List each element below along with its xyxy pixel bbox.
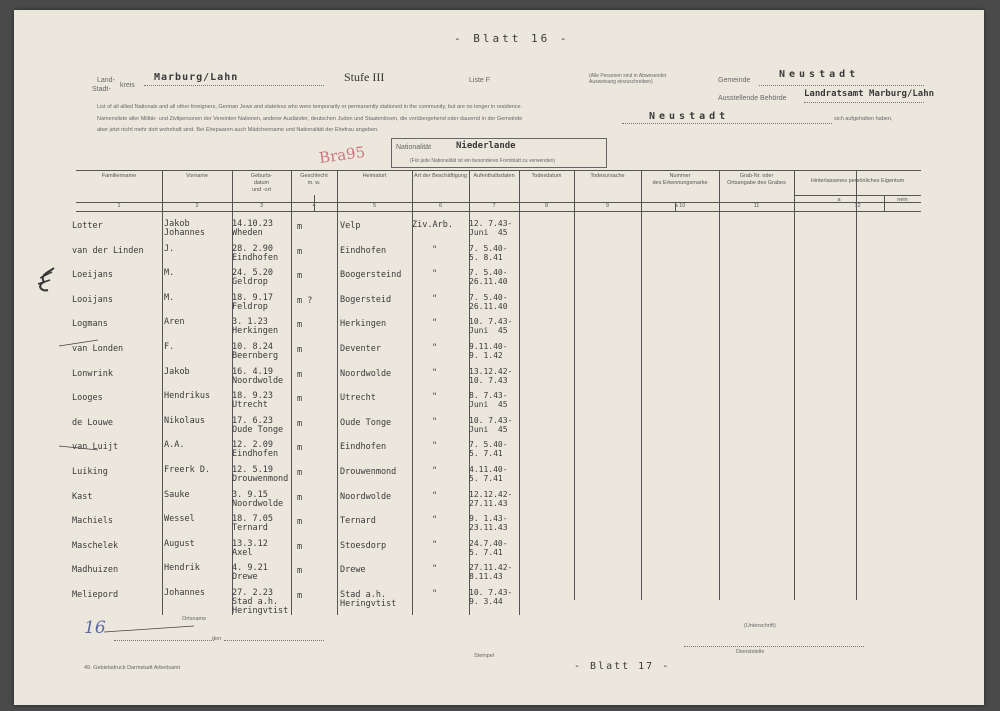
row-10-job: ": [432, 441, 438, 452]
row-3-home: Boogersteind: [340, 270, 402, 281]
row-10-sex: m: [297, 443, 303, 454]
landkreis-value: Marburg/Lahn: [154, 72, 239, 83]
column-number-10: a 10: [674, 203, 686, 209]
row-3-job: ": [432, 269, 438, 280]
row-16-birth: 27. 2.23 Stad a.h. Heringvtist: [232, 588, 289, 616]
row-2-family-name: van der Linden: [72, 245, 144, 256]
row-10-home: Eindhofen: [340, 442, 387, 453]
row-13-home: Ternard: [340, 516, 376, 527]
column-number-5: 5: [372, 203, 377, 209]
dienststelle-label: Dienststelle: [736, 649, 765, 655]
column-header-3: Geburts- datum und -ort: [250, 173, 273, 193]
row-2-stay: 7. 5.40- 5. 8.41: [469, 243, 508, 262]
row-12-stay: 12.12.42- 27.11.43: [469, 489, 513, 508]
row-11-sex: m: [297, 468, 303, 478]
row-7-sex: m: [297, 369, 303, 380]
row-5-job: ": [432, 318, 438, 329]
row-1-birth: 14.10.23 Wheden: [232, 219, 273, 238]
row-14-family-name: Maschelek: [72, 540, 119, 551]
row-7-job: ": [432, 367, 438, 378]
row-5-stay: 10. 7.43- Juni 45: [469, 317, 513, 336]
row-9-birth: 17. 6.23 Oude Tonge: [232, 415, 284, 435]
row-11-home: Drouwenmond: [340, 467, 397, 477]
row-5-first-name: Aren: [164, 317, 185, 328]
column-number-11: 11: [753, 203, 760, 209]
row-8-first-name: Hendrikus: [164, 391, 211, 402]
nationality-label: Nationalität: [396, 144, 432, 151]
row-1-home: Velp: [340, 221, 361, 231]
handwritten-stamp: Bra95: [317, 142, 367, 168]
unterschrift-label: (Unterschrift): [744, 623, 776, 629]
column-header-10: Nummer des Erkennungsmarke: [652, 173, 708, 186]
intro-line-1: List of all allied Nationals and all other foreigners, German Jews and stateless who were temporarily or permanently stationed in the community, but are no longer in residence.: [97, 104, 523, 110]
row-5-birth: 3. 1.23 Herkingen: [232, 317, 279, 337]
row-16-first-name: Johannes: [164, 588, 205, 598]
row-14-home: Stoesdorp: [340, 540, 387, 551]
ortsname-label: Ortsname: [182, 616, 207, 622]
document-sheet: [14, 10, 984, 705]
column-number-8: 8: [544, 203, 549, 209]
intro-line-2-end: sich aufgehalten haben,: [834, 116, 893, 122]
row-9-job: ": [432, 416, 438, 427]
row-16-sex: m: [297, 591, 303, 601]
column-number-6: 6: [438, 203, 443, 209]
row-13-sex: m: [297, 517, 303, 528]
intro-gemeinde-value: Neustadt: [649, 111, 730, 122]
row-12-sex: m: [297, 492, 303, 503]
row-6-birth: 10. 8.24 Beernberg: [232, 342, 279, 361]
row-16-stay: 10. 7.43- 9. 3.44: [469, 588, 513, 606]
row-1-sex: m: [297, 222, 303, 232]
column-header-1: Familienname: [101, 173, 137, 179]
column-header-12: Hinterlassenes persönliches Eigentum: [810, 178, 905, 184]
row-6-job: ": [432, 343, 438, 353]
row-11-first-name: Freerk D.: [164, 465, 211, 475]
column-header-8: Todesdatum: [531, 173, 562, 179]
kreis-label: kreis: [120, 82, 135, 89]
sheet-number-bottom: - Blatt 17 -: [574, 661, 671, 672]
row-2-job: ": [432, 244, 438, 255]
row-15-first-name: Hendrik: [164, 563, 200, 574]
stufe-label: Stufe III: [344, 70, 385, 84]
row-12-birth: 3. 9.15 Noordwolde: [232, 489, 284, 509]
row-14-first-name: August: [164, 538, 195, 549]
row-3-stay: 7. 5.40- 26.11.40: [469, 268, 508, 287]
intro-line-3: aber jetzt nicht mehr dort wohnhaft sind. Bei Ehepaaren auch Mädchenname und Nationalität der Ehefrau angeben.: [97, 127, 379, 133]
row-7-home: Noordwolde: [340, 368, 392, 379]
row-14-birth: 13.3.12 Axel: [232, 538, 268, 558]
row-1-stay: 12. 7.43- Juni 45: [469, 219, 513, 237]
row-8-home: Utrecht: [340, 393, 376, 404]
column-header-9: Todesursache: [590, 173, 625, 179]
row-11-stay: 4.11.40- 5. 7.41: [469, 465, 508, 483]
row-14-sex: m: [297, 541, 303, 552]
row-4-home: Bogersteid: [340, 294, 392, 305]
den-label: den: [212, 636, 222, 642]
gemeinde-label: Gemeinde: [718, 77, 751, 84]
pencil-stroke-2: [59, 446, 98, 450]
row-1-first-name: Jakob Johannes: [164, 219, 205, 238]
column-header-11: Grab-Nr. oder Ortsangabe des Grabes: [727, 173, 786, 186]
row-4-first-name: M.: [164, 292, 175, 303]
row-2-birth: 28. 2.90 Eindhofen: [232, 243, 279, 263]
column-number-2: 2: [195, 203, 199, 209]
column-number-7: 7: [492, 203, 496, 209]
row-15-sex: m: [297, 566, 303, 577]
row-1-family-name: Lotter: [72, 221, 103, 231]
row-3-family-name: Loeijans: [72, 270, 113, 281]
row-15-home: Drewe: [340, 565, 366, 576]
property-sub-a: a: [837, 197, 841, 203]
margin-scribble: [40, 268, 54, 290]
row-4-sex: m ?: [297, 295, 313, 306]
nationality-value: Niederlande: [456, 141, 516, 151]
row-5-family-name: Logmans: [72, 319, 108, 330]
row-6-family-name: van Londen: [72, 344, 124, 354]
row-11-job: ": [432, 466, 438, 476]
row-1-job: Ziv.Arb.: [412, 220, 453, 230]
column-header-2: Vorname: [185, 173, 208, 179]
liste-label: Liste F: [469, 77, 491, 84]
landkreis-label: Land-: [97, 77, 115, 84]
row-15-stay: 27.11.42- 8.11.43: [469, 563, 513, 582]
row-8-stay: 8. 7.43- Juni 45: [469, 391, 508, 410]
pencil-stroke-1: [59, 340, 98, 346]
row-12-first-name: Sauke: [164, 489, 190, 500]
row-2-first-name: J.: [164, 243, 175, 254]
row-7-family-name: Lonwrink: [72, 368, 113, 379]
row-4-stay: 7. 5.40- 26.11.40: [469, 292, 508, 311]
row-8-birth: 18. 9.23 Utrecht: [232, 391, 273, 411]
row-9-stay: 10. 7.43- Juni 45: [469, 415, 513, 434]
row-10-family-name: van Luijt: [72, 442, 119, 453]
row-4-family-name: Looijans: [72, 294, 113, 305]
row-2-sex: m: [297, 246, 303, 257]
column-header-6: Art der Beschäftigung: [414, 173, 467, 179]
row-4-birth: 18. 9.17 Feldrop: [232, 292, 273, 312]
row-13-job: ": [432, 515, 438, 526]
sheet-number-top: - Blatt 16 -: [454, 32, 570, 45]
row-14-job: ": [432, 539, 438, 550]
row-2-home: Eindhofen: [340, 245, 387, 256]
pencil-stroke-3: [104, 626, 194, 632]
property-sub-nein: nein: [897, 197, 908, 203]
handwritten-page-number: 16: [84, 618, 106, 638]
row-14-stay: 24.7.40- 5. 7.41: [469, 538, 508, 557]
row-10-birth: 12. 2.09 Eindhofen: [232, 440, 279, 460]
column-header-7: Aufenthaltsdaten: [473, 173, 515, 179]
row-7-first-name: Jakob: [164, 366, 190, 377]
row-8-job: ": [432, 392, 438, 403]
column-number-1: 1: [117, 203, 121, 209]
row-12-job: ": [432, 490, 438, 501]
row-11-birth: 12. 5.19 Drouwenmond: [232, 465, 289, 484]
liste-note: (Alle Personen sind in Abwesender Ausweisung einzuschreiben): [589, 73, 667, 85]
row-15-birth: 4. 9.21 Drewe: [232, 563, 268, 583]
row-13-stay: 9. 1.43- 23.11.43: [469, 514, 508, 533]
row-16-job: ": [432, 589, 438, 599]
row-11-family-name: Luiking: [72, 467, 108, 477]
row-9-family-name: de Louwe: [72, 417, 113, 428]
nationality-note: (Für jede Nationalität ist ein besonderes Formblatt zu verwenden): [410, 158, 556, 164]
row-7-stay: 13.12.42- 10. 7.43: [469, 366, 513, 385]
row-5-home: Herkingen: [340, 319, 387, 330]
stempel-label: Stempel: [474, 653, 495, 659]
row-16-family-name: Meliepord: [72, 590, 119, 600]
row-12-home: Noordwolde: [340, 491, 392, 502]
behoerde-value: Landratsamt Marburg/Lahn: [804, 89, 935, 99]
column-header-4: Geschlecht m. w.: [300, 173, 328, 186]
row-6-stay: 9.11.40- 9. 1.42: [469, 342, 508, 360]
row-3-sex: m: [297, 271, 303, 282]
row-9-sex: m: [297, 418, 303, 429]
row-13-first-name: Wessel: [164, 514, 195, 525]
row-3-first-name: M.: [164, 268, 175, 279]
pencil-annotations: [14, 10, 984, 705]
column-number-4: 4: [312, 203, 316, 209]
row-12-family-name: Kast: [72, 491, 93, 502]
column-number-12: 12: [854, 203, 861, 209]
row-5-sex: m: [297, 320, 303, 331]
row-15-job: ": [432, 564, 438, 575]
column-number-3: 3: [259, 203, 264, 209]
row-9-home: Oude Tonge: [340, 417, 392, 428]
column-header-5: Heimatort: [362, 173, 387, 179]
row-10-first-name: A.A.: [164, 440, 185, 451]
row-9-first-name: Nikolaus: [164, 415, 205, 426]
row-16-home: Stad a.h. Heringvtist: [340, 590, 397, 609]
row-7-birth: 16. 4.19 Noordwolde: [232, 366, 284, 386]
row-15-family-name: Madhuizen: [72, 565, 119, 576]
row-8-sex: m: [297, 394, 303, 405]
row-6-sex: m: [297, 345, 303, 355]
row-13-family-name: Machiels: [72, 516, 113, 527]
row-8-family-name: Looges: [72, 393, 103, 404]
row-6-home: Deventer: [340, 344, 381, 354]
stadtkreis-label: Stadt-: [92, 86, 111, 93]
printer-note: 49. Gebietsdruck Darmstadt Arbeitsamt: [84, 665, 180, 671]
gemeinde-value: Neustadt: [779, 69, 860, 80]
row-4-job: ": [432, 293, 438, 304]
column-number-9: 9: [605, 203, 610, 209]
row-13-birth: 18. 7.05 Ternard: [232, 514, 273, 534]
row-6-first-name: F.: [164, 342, 175, 352]
row-10-stay: 7. 5.40- 5. 7.41: [469, 440, 508, 459]
intro-line-2: Namensliste aller Militär- und Zivilpersonen der Vereinten Nationen, anderer Ausländer, deutschen Juden und Staatenlosen, die vorübergehend oder dauernd in der Gemeinde: [97, 116, 523, 122]
row-3-birth: 24. 5.20 Geldrop: [232, 268, 273, 288]
behoerde-label: Ausstellende Behörde: [718, 95, 787, 102]
